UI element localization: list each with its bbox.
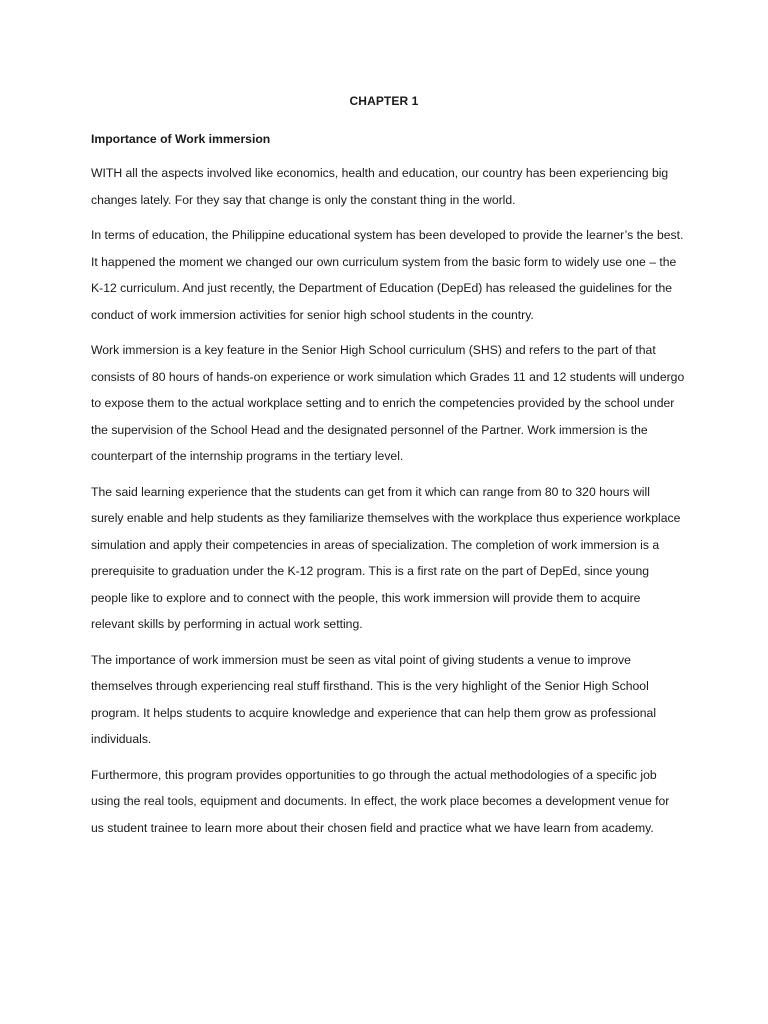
chapter-title bbox=[0, 94, 768, 108]
section-heading: Importance of Work immersion bbox=[91, 132, 271, 146]
chapter-title-text: CHAPTER 1 bbox=[349, 94, 419, 108]
paragraph-4: The said learning experience that the students can get from it which can range from 80 to 320 hours will surely enable and help students as they familiarize themselves with the workplace thus experience workplace simulation and apply their competencies in areas of specialization. The completion of work immersion is a prerequisite to graduation under the K-12 program. This is a first rate on the part of DepEd, since young people like to explore and to connect with the people, this work immersion will provide them to acquire relevant skills by performing in actual work setting. bbox=[91, 484, 681, 631]
paragraph-1: WITH all the aspects involved like economics, health and education, our country has been experiencing big changes lately. For they say that change is only the constant thing in the world. bbox=[91, 166, 669, 207]
paragraph-2: In terms of education, the Philippine educational system has been developed to provide the learner’s the best. It happened the moment we changed our own curriculum system from the basic form to widely use one – the K-12 curriculum. And just recently, the Department of Education (DepEd) has released the guidelines for the conduct of work immersion activities for senior high school students in the country. bbox=[91, 228, 684, 322]
document-body bbox=[91, 128, 685, 850]
paragraph-6: Furthermore, this program provides opportunities to go through the actual methodologies of a specific job using the real tools, equipment and documents. In effect, the work place becomes a development venue for us student trainee to learn more about their chosen field and practice what we have learn from academy. bbox=[91, 767, 670, 835]
paragraph-5: The importance of work immersion must be seen as vital point of giving students a venue to improve themselves through experiencing real stuff firsthand. This is the very highlight of the Senior High School program. It helps students to acquire knowledge and experience that can help them grow as professional individuals. bbox=[91, 652, 657, 746]
paragraph-3: Work immersion is a key feature in the Senior High School curriculum (SHS) and refers to the part of that consists of 80 hours of hands-on experience or work simulation which Grades 11 and 12 students will undergo to expose them to the actual workplace setting and to enrich the competencies provided by the school under the supervision of the School Head and the designated personnel of the Partner. Work immersion is the counterpart of the internship programs in the tertiary level. bbox=[91, 343, 685, 463]
